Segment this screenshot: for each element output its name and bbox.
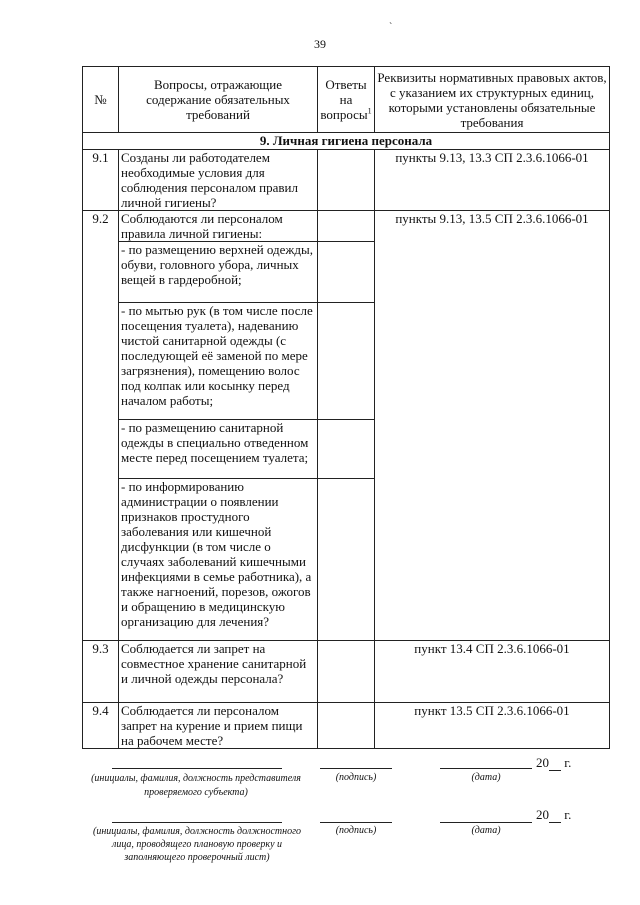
signatory-caption-2: (инициалы, фамилия, должность должностного лица, проводящего плановую проверку и заполняющего проверочный лист) [92, 826, 301, 863]
signature-line-sign-1 [320, 768, 392, 769]
page-number: 39 [314, 37, 326, 51]
signature-line-date-2 [440, 822, 532, 823]
signature-line-name-2 [112, 822, 282, 823]
row-question: Соблюдается ли персоналом запрет на курение и прием пищи на рабочем месте? [119, 703, 318, 749]
row-number: 9.3 [83, 641, 119, 703]
header-answers: Ответы на вопросы$^1$ [318, 67, 375, 133]
row-number: 9.4 [83, 703, 119, 749]
sign-caption-2: (подпись) [335, 825, 377, 836]
signature-line-name-1 [112, 768, 282, 769]
header-requisites: Реквизиты нормативных правовых актов, с указанием их структурных единиц, которыми установлены обязательные требования [375, 67, 610, 133]
signature-line-sign-2 [320, 822, 392, 823]
signatory-caption-1: (инициалы, фамилия, должность представителя проверяемого субъекта) [91, 773, 301, 798]
row-requisites: пункты 9.13, 13.5 СП 2.3.6.1066-01 [375, 211, 610, 641]
table-row [83, 703, 610, 749]
header-question: Вопросы, отражающие содержание обязательных требований [119, 67, 318, 133]
date-caption-2: (дата) [471, 825, 501, 836]
row-requisites: пункт 13.4 СП 2.3.6.1066-01 [375, 641, 610, 703]
row-question: Соблюдаются ли персоналом правила личной гигиены: [119, 211, 318, 242]
row-answer-cell [318, 150, 375, 211]
row-answer-cell [318, 703, 375, 749]
subrow-question: - по размещению санитарной одежды в специально отведенном месте перед посещением туалета; [119, 420, 318, 479]
year-field-1: 20 г. [536, 755, 572, 770]
row-answer-cell [318, 303, 375, 420]
header-num: № [83, 67, 119, 133]
subrow-question: - по мытью рук (в том числе после посещения туалета), надеванию чистой санитарной одежды (с последующей её заменой по мере загрязнения), помещению волос под колпак или косынку перед началом работы; [119, 303, 318, 420]
table-header-row [83, 67, 610, 133]
row-number: 9.1 [83, 150, 119, 211]
row-answer-cell [318, 641, 375, 703]
year-field-2: 20 г. [536, 807, 572, 822]
row-question: Созданы ли работодателем необходимые условия для соблюдения персоналом правил личной гигиены? [119, 150, 318, 211]
checklist-table [82, 66, 610, 749]
subrow-question: - по информированию администрации о появлении признаков простудного заболевания или кишечной дисфункции (в том числе о случаях заболеваний кишечными инфекциями в семье работника), а также нагноений, порезов, ожогов и обращению в медицинскую организацию для лечения? [119, 479, 318, 641]
sign-caption-1: (подпись) [335, 772, 377, 783]
row-number: 9.2 [83, 211, 119, 641]
row-question: Соблюдается ли запрет на совместное хранение санитарной и личной одежды персонала? [119, 641, 318, 703]
subrow-question: - по размещению верхней одежды, обуви, головного убора, личных вещей в гардеробной; [119, 242, 318, 303]
table-row [83, 150, 610, 211]
stray-mark: ` [389, 22, 393, 33]
table-row [83, 641, 610, 703]
row-answer-cell [318, 420, 375, 479]
row-answer-cell [318, 479, 375, 641]
table-row [83, 211, 610, 242]
date-caption-1: (дата) [471, 772, 501, 783]
section-title: 9. Личная гигиена персонала [83, 133, 610, 150]
row-requisites: пункт 13.5 СП 2.3.6.1066-01 [375, 703, 610, 749]
row-answer-cell [318, 211, 375, 242]
row-answer-cell [318, 242, 375, 303]
signature-line-date-1 [440, 768, 532, 769]
section-row [83, 133, 610, 150]
row-requisites: пункты 9.13, 13.3 СП 2.3.6.1066-01 [375, 150, 610, 211]
